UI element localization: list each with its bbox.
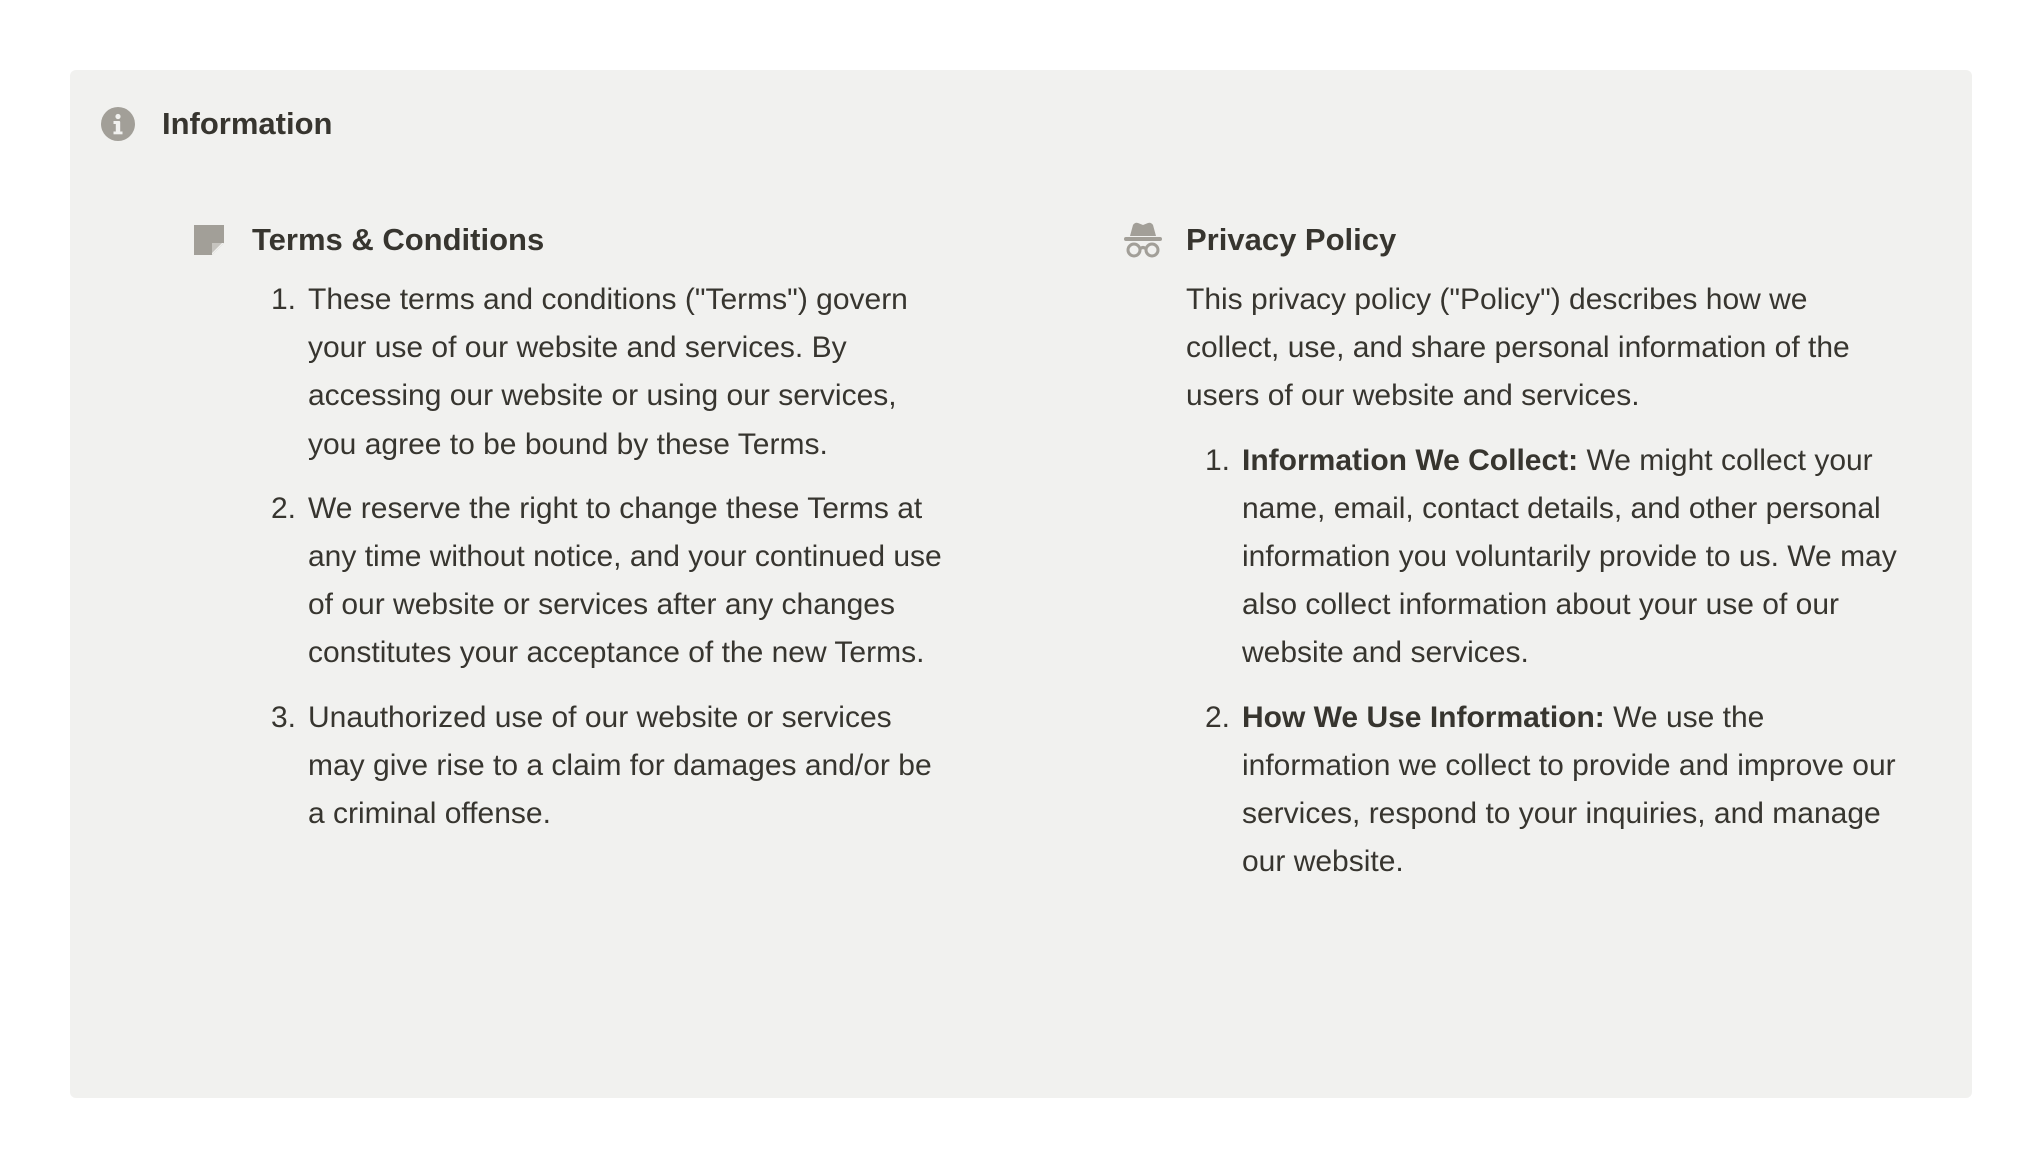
list-item (1186, 694, 1906, 887)
list-item-title: Information We Collect: (1242, 443, 1579, 477)
list-text: We reserve the right to change these Terms at any time without notice, and your continued use of our website or services after any changes constitutes your acceptance of the new Terms. (308, 491, 942, 670)
terms-list (252, 276, 942, 838)
list-item (252, 276, 942, 469)
terms-column (188, 220, 988, 854)
information-callout (70, 70, 1972, 1098)
privacy-intro: This privacy policy ("Policy") describes how we collect, use, and share personal information of the users of our website and services. (1186, 283, 1850, 413)
list-text: We might collect your name, email, contact details, and other personal information you voluntarily provide to us. We may also collect information about your use of our website and services. (1242, 443, 1897, 670)
list-text: Unauthorized use of our website or services may give rise to a claim for damages and/or be a criminal offense. (308, 700, 932, 831)
privacy-list (1186, 437, 1906, 887)
terms-heading: Terms & Conditions (252, 222, 545, 257)
callout-title: Information (162, 106, 333, 141)
info-icon (100, 106, 136, 142)
terms-heading-row (188, 220, 988, 260)
list-number: 2. (1204, 700, 1230, 734)
incognito-icon (1122, 219, 1164, 261)
list-text: We use the information we collect to provide and improve our services, respond to your inquiries, and manage our website. (1242, 700, 1896, 879)
list-item (1186, 437, 1906, 678)
list-item-title: How We Use Information: (1242, 700, 1605, 734)
privacy-heading-row (1122, 220, 1952, 260)
privacy-column (1122, 220, 1952, 902)
list-text: These terms and conditions ("Terms") govern your use of our website and services. By accessing our website or using our services, you agree to be bound by these Terms. (308, 283, 908, 461)
list-number: 2. (270, 491, 296, 525)
list-item (252, 485, 942, 678)
list-item (252, 694, 942, 839)
list-number: 3. (270, 700, 296, 734)
list-number: 1. (270, 283, 296, 316)
list-number: 1. (1204, 443, 1230, 477)
note-icon (188, 219, 230, 261)
privacy-heading: Privacy Policy (1186, 222, 1397, 257)
callout-header (100, 106, 333, 142)
